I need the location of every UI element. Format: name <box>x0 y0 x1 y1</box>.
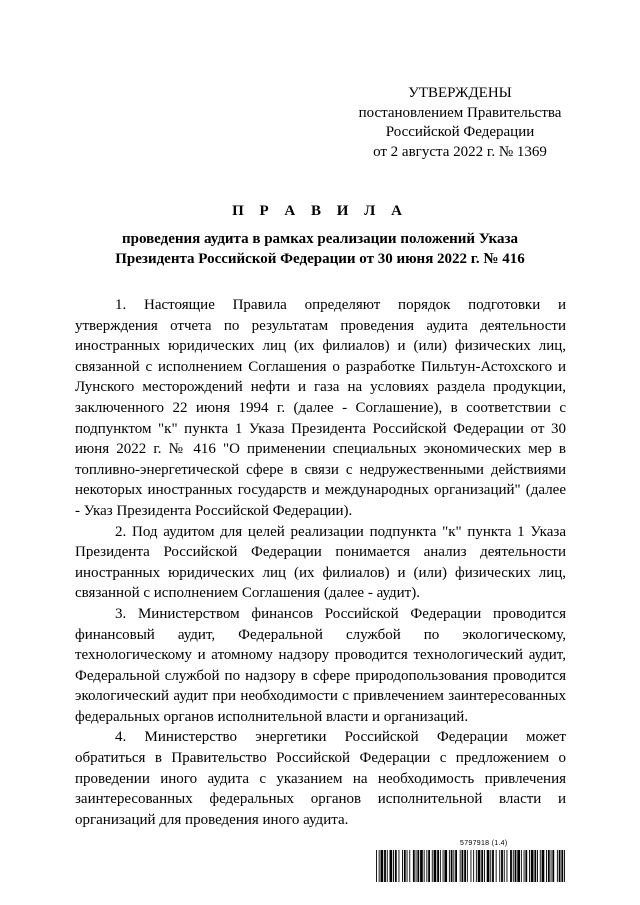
paragraph-1: 1. Настоящие Правила определяют порядок подготовки и утверждения отчета по результатам проведения аудита деятельности иностранных юридических лиц (их филиалов) и (или) физических лиц, связанной с исполнением Соглашения о разработке Пильтун-Астохского и Лунского месторождений нефти и газа на условиях раздела продукции, заключенного 22 июня 1994 г. (далее - Соглашение), в соответствии с подпунктом "к" пункта 1 Указа Президента Российской Федерации от 30 июня 2022 г. № 416 "О применении специальных экономических мер в топливно-энергетической сфере в связи с недружественными действиями некоторых иностранных государств и международных организаций" (далее - Указ Президента Российской Федерации). <box>75 297 566 519</box>
approval-heading: УТВЕРЖДЕНЫ <box>408 85 512 101</box>
barcode-image <box>376 850 566 882</box>
paragraph-3: 3. Министерством финансов Российской Федерации проводится финансовый аудит, Федеральной службой по экологическому, технологическому и атомному надзору проводится технологический аудит, Федеральной службой по надзору в сфере природопользования проводится экологический аудит при необходимости с привлечением заинтересованных федеральных органов исполнительной власти и организаций. <box>75 605 566 725</box>
approval-line: постановлением Правительства <box>358 104 562 121</box>
approval-date-number: от 2 августа 2022 г. № 1369 <box>373 143 547 160</box>
paragraph-4: 4. Министерство энергетики Российской Федерации может обратиться в Правительство Российской Федерации с предложением о проведении иного аудита с указанием на необходимость привлечения заинтересованных федеральных органов исполнительной власти и организаций для проведения иного аудита. <box>75 729 566 828</box>
document-title: П Р А В И Л А <box>232 203 408 219</box>
approval-stamp <box>330 84 590 162</box>
paragraph-2: 2. Под аудитом для целей реализации подпункта "к" пункта 1 Указа Президента Российской Федерации понимается анализ деятельности иностранных юридических лиц (их филиалов) и (или) физических лиц, связанной с исполнением Соглашения (далее - аудит). <box>75 523 566 602</box>
document-body <box>75 295 566 830</box>
document-subtitle <box>80 229 560 269</box>
subtitle-line: проведения аудита в рамках реализации положений Указа <box>121 231 519 247</box>
barcode-number: 5797918 (1.4) <box>460 840 508 847</box>
approval-line: Российской Федерации <box>385 124 535 140</box>
subtitle-line: Президента Российской Федерации от 30 июня 2022 г. № 416 <box>115 251 525 267</box>
